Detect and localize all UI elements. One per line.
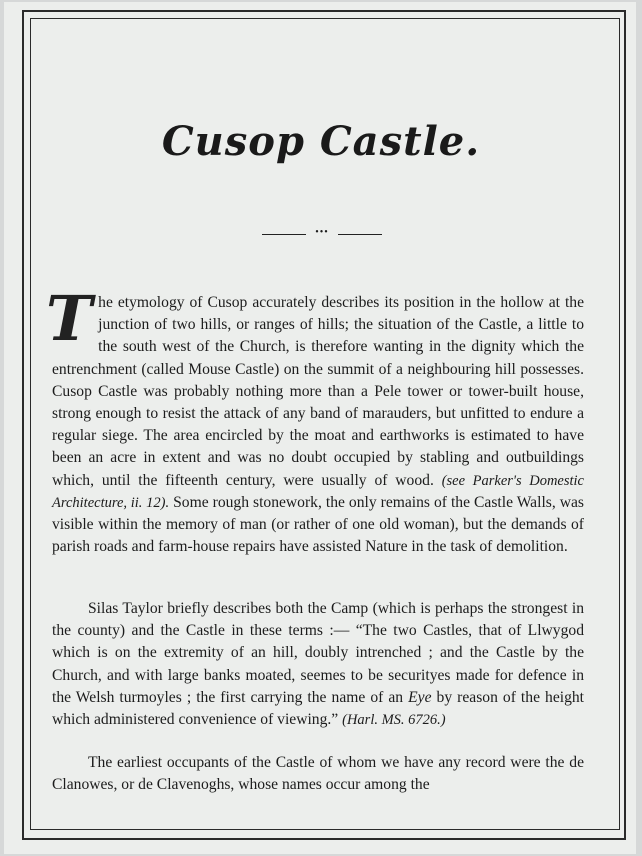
paragraph-etymology — [46, 282, 584, 558]
divider-ornament: ••• — [306, 228, 338, 238]
paragraph1-citation: (see Parker's Domestic Architecture, ii. 12). — [52, 472, 584, 511]
ornamental-divider — [262, 227, 382, 240]
paragraph-silas-taylor — [52, 598, 584, 731]
drop-cap-letter: T — [46, 282, 93, 355]
paragraph1-text-part1: he etymology of Cusop accurately describes its position in the hollow at the junction of two hills, or ranges of hills; the situation of the Castle, a little to the south west of the Church, is therefore wanting in the dignity which the entrenchment (called Mouse Castle) on the summit of a neighbouring hill possesses. Cusop Castle was probably nothing more than a Pele tower or tower-built house, strong enough to resist the attack of any band of marauders, but unfitted to endure a regular siege. The area encircled by the moat and earthworks is estimated to have been an acre in extent and was no doubt occupied by stabling and outbuildings which, until the fifteenth century, were usually of wood. — [52, 294, 584, 489]
paragraph-earliest-occupants — [52, 752, 584, 796]
paragraph2-citation: (Harl. MS. 6726.) — [342, 712, 446, 729]
paragraph1-text-part2: Some rough stonework, the only remains of the Castle Walls, was visible within the memory of man (or rather of one old woman), but the demands of parish roads and farm-house repairs have assisted Nature in the task of demolition. — [52, 493, 584, 556]
paragraph2-text-part2: by reason of the height which administered convenience of viewing.” — [52, 688, 584, 729]
page-title: Cusop Castle. — [161, 118, 481, 165]
paragraph2-eye-word: Eye — [408, 688, 432, 706]
paragraph3-text: The earliest occupants of the Castle of whom we have any record were the de Clanowes, or de Clavenoghs, whose names occur among the — [52, 754, 584, 794]
paragraph2-text-part1: Silas Taylor briefly describes both the Camp (which is perhaps the strongest in the county) and the Castle in these terms :— “The two Castles, that of Llwygod which is on the extremity of an hill, doubly intrenched ; and the Castle by the Church, and with large banks moated, seemes to be securityes made for defence in the Welsh turmoyles ; the first carrying the name of an — [52, 600, 584, 706]
